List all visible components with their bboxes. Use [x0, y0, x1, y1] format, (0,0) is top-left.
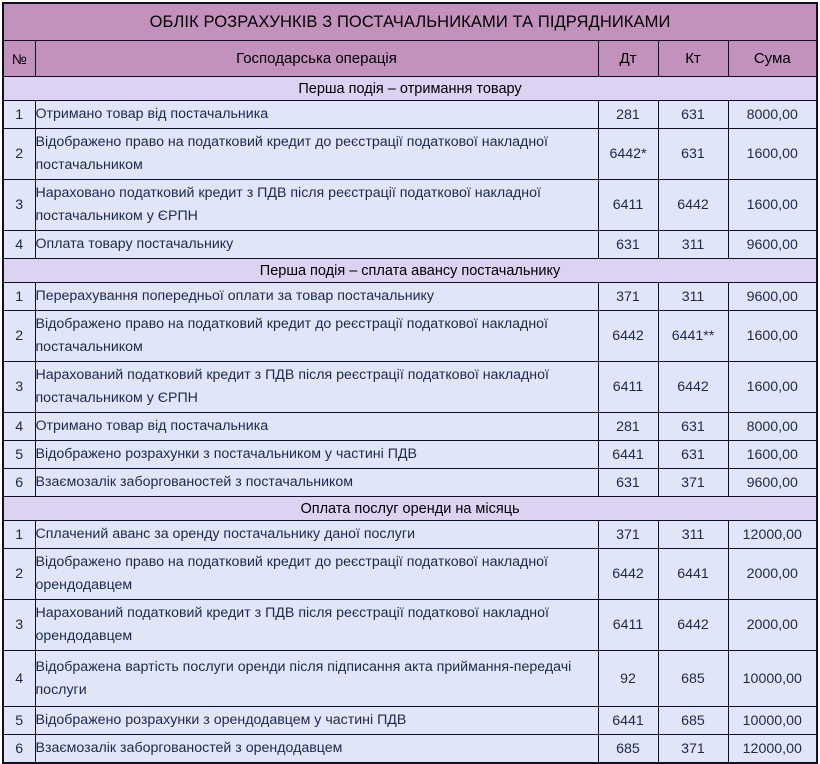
table-row: [3, 735, 817, 764]
row-debit-account: 6442: [598, 311, 658, 362]
row-credit-account: 631: [658, 413, 728, 441]
section-header-row: [3, 497, 817, 521]
table-body: [3, 3, 817, 763]
row-credit-account: 311: [658, 283, 728, 311]
row-amount: 8000,00: [728, 101, 817, 129]
section-header-row: [3, 77, 817, 101]
row-number: 1: [3, 101, 35, 129]
row-credit-account: 6442: [658, 362, 728, 413]
row-operation: Сплачений аванс за оренду постачальнику даної послуги: [35, 521, 598, 549]
table-row: [3, 311, 817, 362]
row-amount: 12000,00: [728, 735, 817, 764]
table-row: [3, 707, 817, 735]
table-row: [3, 549, 817, 600]
row-amount: 9600,00: [728, 469, 817, 497]
row-credit-account: 685: [658, 651, 728, 707]
table-row: [3, 129, 817, 180]
row-amount: 9600,00: [728, 231, 817, 259]
row-amount: 10000,00: [728, 707, 817, 735]
row-debit-account: 6442*: [598, 129, 658, 180]
column-header-dt: Дт: [598, 41, 658, 77]
row-number: 3: [3, 600, 35, 651]
row-operation: Перерахування попередньої оплати за товар постачальнику: [35, 283, 598, 311]
row-debit-account: 92: [598, 651, 658, 707]
table-row: [3, 600, 817, 651]
table-title-row: [3, 3, 817, 41]
row-debit-account: 685: [598, 735, 658, 764]
row-debit-account: 281: [598, 413, 658, 441]
row-operation: Нарахований податковий кредит з ПДВ після реєстрації податкової накладної орендодавцем: [35, 600, 598, 651]
table-row: [3, 283, 817, 311]
row-number: 6: [3, 469, 35, 497]
row-debit-account: 631: [598, 469, 658, 497]
row-amount: 1600,00: [728, 180, 817, 231]
row-debit-account: 6411: [598, 600, 658, 651]
row-debit-account: 6411: [598, 180, 658, 231]
row-operation: Відображено право на податковий кредит до реєстрації податкової накладної постачальником: [35, 129, 598, 180]
row-number: 3: [3, 180, 35, 231]
section-title: Перша подія – отримання товару: [3, 77, 817, 101]
row-number: 1: [3, 521, 35, 549]
row-number: 4: [3, 413, 35, 441]
row-number: 4: [3, 651, 35, 707]
row-credit-account: 371: [658, 469, 728, 497]
table-row: [3, 101, 817, 129]
row-operation: Взаємозалік заборгованостей з орендодавцем: [35, 735, 598, 764]
row-operation: Нараховано податковий кредит з ПДВ після реєстрації податкової накладної постачальником у ЄРПН: [35, 180, 598, 231]
table-row: [3, 469, 817, 497]
column-header-operation: Господарська операція: [35, 41, 598, 77]
table-row: [3, 180, 817, 231]
row-number: 6: [3, 735, 35, 764]
row-debit-account: 6442: [598, 549, 658, 600]
table-row: [3, 362, 817, 413]
section-header-row: [3, 259, 817, 283]
row-amount: 8000,00: [728, 413, 817, 441]
table-header-row: [3, 41, 817, 77]
row-credit-account: 6441**: [658, 311, 728, 362]
section-title: Оплата послуг оренди на місяць: [3, 497, 817, 521]
row-number: 5: [3, 707, 35, 735]
row-amount: 2000,00: [728, 600, 817, 651]
row-amount: 1600,00: [728, 441, 817, 469]
row-amount: 2000,00: [728, 549, 817, 600]
row-operation: Відображено розрахунки з постачальником у частині ПДВ: [35, 441, 598, 469]
row-debit-account: 631: [598, 231, 658, 259]
row-amount: 9600,00: [728, 283, 817, 311]
row-amount: 1600,00: [728, 129, 817, 180]
table-row: [3, 651, 817, 707]
row-debit-account: 6441: [598, 441, 658, 469]
row-operation: Нарахований податковий кредит з ПДВ після реєстрації податкової накладної постачальником у ЄРПН: [35, 362, 598, 413]
row-credit-account: 371: [658, 735, 728, 764]
row-credit-account: 631: [658, 101, 728, 129]
row-credit-account: 6441: [658, 549, 728, 600]
row-credit-account: 311: [658, 521, 728, 549]
row-debit-account: 371: [598, 521, 658, 549]
row-debit-account: 371: [598, 283, 658, 311]
accounting-entries-table: [2, 2, 818, 764]
row-debit-account: 6411: [598, 362, 658, 413]
row-operation: Відображено право на податковий кредит до реєстрації податкової накладної орендодавцем: [35, 549, 598, 600]
row-debit-account: 281: [598, 101, 658, 129]
row-number: 3: [3, 362, 35, 413]
row-operation: Отримано товар від постачальника: [35, 101, 598, 129]
row-credit-account: 631: [658, 441, 728, 469]
row-amount: 1600,00: [728, 311, 817, 362]
row-amount: 12000,00: [728, 521, 817, 549]
table-row: [3, 231, 817, 259]
table-row: [3, 413, 817, 441]
row-number: 2: [3, 549, 35, 600]
row-operation: Відображена вартість послуги оренди після підписання акта приймання-передачі послуги: [35, 651, 598, 707]
row-operation: Відображено право на податковий кредит до реєстрації податкової накладної постачальником: [35, 311, 598, 362]
row-credit-account: 6442: [658, 600, 728, 651]
column-header-sum: Сума: [728, 41, 817, 77]
column-header-num: №: [3, 41, 35, 77]
row-number: 2: [3, 129, 35, 180]
document-title: ОБЛІК РОЗРАХУНКІВ З ПОСТАЧАЛЬНИКАМИ ТА ПІДРЯДНИКАМИ: [3, 3, 817, 41]
row-amount: 1600,00: [728, 362, 817, 413]
row-operation: Оплата товару постачальнику: [35, 231, 598, 259]
table-row: [3, 441, 817, 469]
row-credit-account: 631: [658, 129, 728, 180]
table-row: [3, 521, 817, 549]
row-operation: Відображено розрахунки з орендодавцем у частині ПДВ: [35, 707, 598, 735]
row-amount: 10000,00: [728, 651, 817, 707]
row-credit-account: 6442: [658, 180, 728, 231]
row-number: 5: [3, 441, 35, 469]
row-operation: Взаємозалік заборгованостей з постачальником: [35, 469, 598, 497]
column-header-kt: Кт: [658, 41, 728, 77]
row-credit-account: 311: [658, 231, 728, 259]
row-debit-account: 6441: [598, 707, 658, 735]
row-credit-account: 685: [658, 707, 728, 735]
row-number: 2: [3, 311, 35, 362]
section-title: Перша подія – сплата авансу постачальнику: [3, 259, 817, 283]
row-number: 4: [3, 231, 35, 259]
row-number: 1: [3, 283, 35, 311]
row-operation: Отримано товар від постачальника: [35, 413, 598, 441]
